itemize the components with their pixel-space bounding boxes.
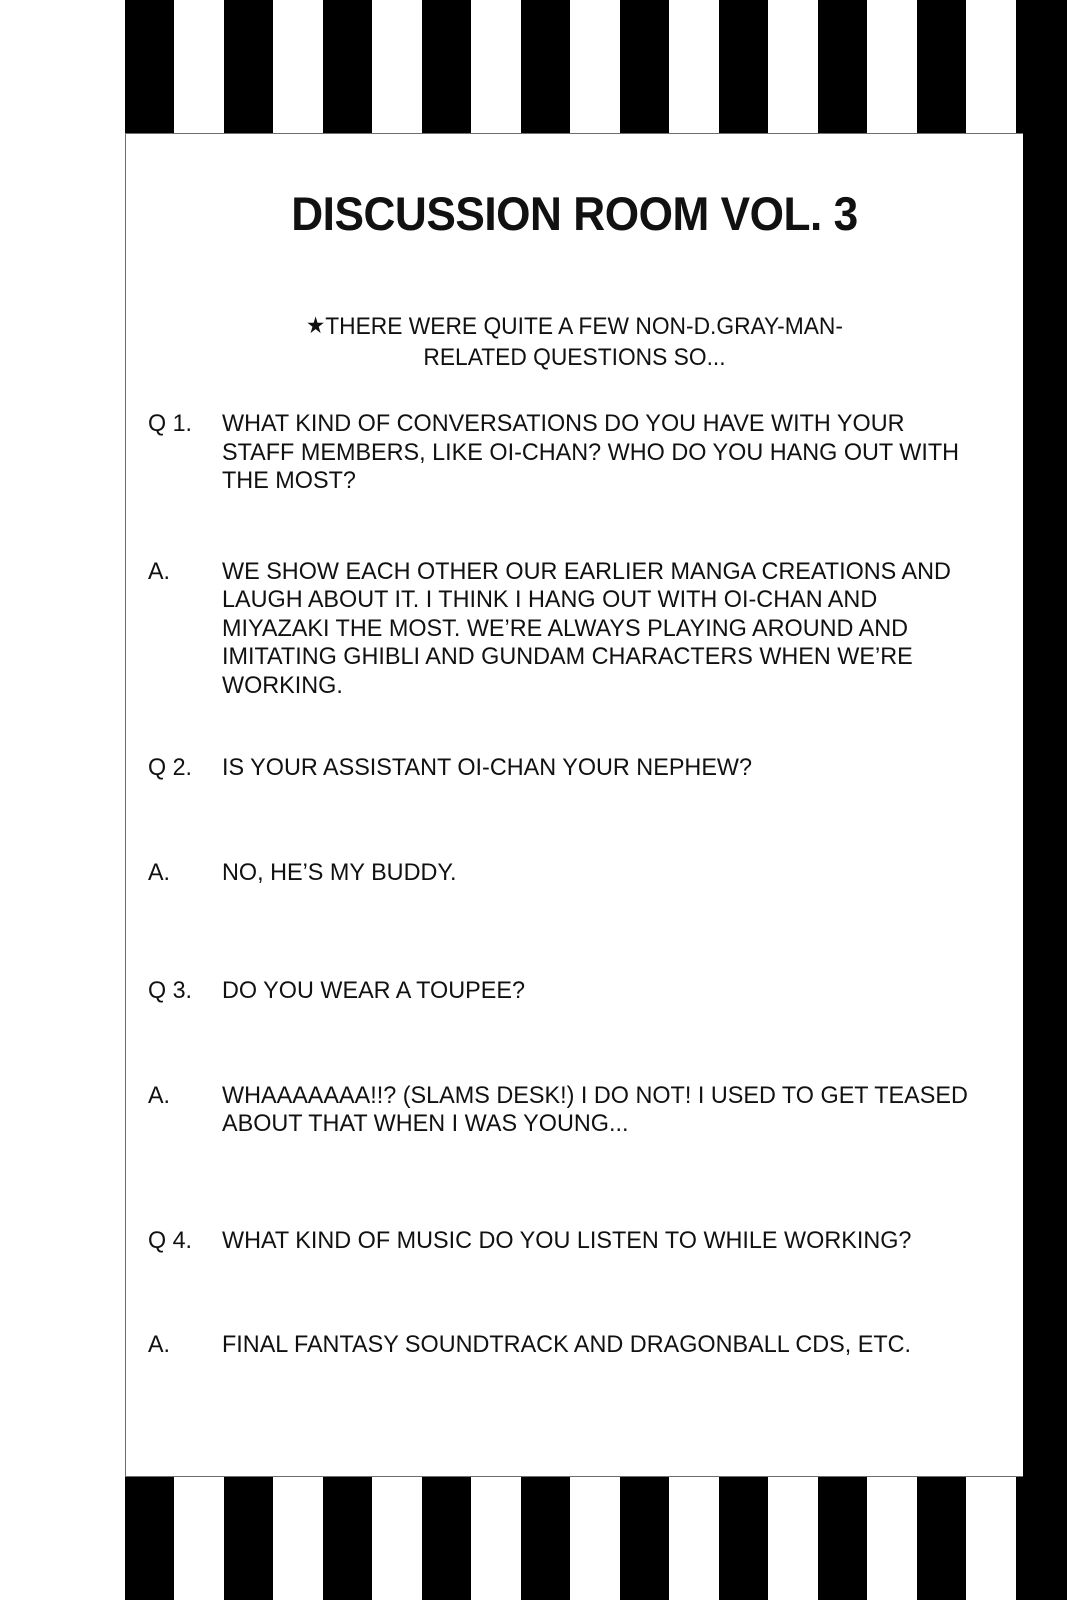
qa-label-a1: A. [148, 557, 170, 585]
page-title: DISCUSSION ROOM VOL. 3 [291, 187, 858, 240]
page-subtitle [157, 310, 991, 373]
qa-label-q2: Q 2. [148, 754, 192, 781]
subtitle-line-2-text: RELATED QUESTIONS SO... [423, 344, 726, 371]
qa-label-q3: Q 3. [148, 977, 192, 1004]
qa-item-a4 [148, 1331, 1004, 1360]
qa-spacer [148, 1139, 1004, 1227]
qa-label-q4: Q 4. [148, 1226, 192, 1254]
qa-text-q2: IS YOUR ASSISTANT OI-CHAN YOUR NEPHEW? [222, 754, 753, 781]
black-edge-bar-right [1023, 0, 1067, 1600]
qa-text-q1: WHAT KIND OF CONVERSATIONS DO YOU HAVE WITH YOUR STAFF MEMBERS, LIKE OI-CHAN? WHO DO YOU HANG OUT WITH THE MOST? [222, 410, 960, 494]
qa-label-q1: Q 1. [148, 410, 192, 437]
qa-item-q4 [148, 1227, 1004, 1256]
qa-text-q4: WHAT KIND OF MUSIC DO YOU LISTEN TO WHILE WORKING? [222, 1226, 912, 1254]
qa-item-q2 [148, 754, 1004, 783]
qa-text-a3: WHAAAAAAA!!? (SLAMS DESK!) I DO NOT! I USED TO GET TEASED ABOUT THAT WHEN I WAS YOUNG... [222, 1081, 968, 1137]
qa-text-a2: NO, HE’S MY BUDDY. [222, 858, 457, 886]
qa-spacer [148, 700, 1004, 754]
qa-text-a4: FINAL FANTASY SOUNDTRACK AND DRAGONBALL CDS, ETC. [222, 1331, 912, 1358]
qa-spacer [148, 1006, 1004, 1082]
star-icon: ★ [306, 312, 326, 338]
subtitle-line-1-text: THERE WERE QUITE A FEW NON-D.GRAY-MAN- [325, 313, 843, 340]
qa-item-q3 [148, 977, 1004, 1006]
striped-border-top [125, 0, 1023, 133]
qa-item-a1 [148, 558, 1004, 701]
striped-border-bottom [125, 1477, 1023, 1600]
qa-list [148, 410, 1004, 1360]
qa-spacer [148, 496, 1004, 558]
qa-label-a3: A. [148, 1081, 170, 1109]
qa-spacer [148, 1255, 1004, 1331]
qa-label-a4: A. [148, 1331, 170, 1358]
subtitle-line-1 [157, 310, 991, 342]
qa-spacer [148, 783, 1004, 859]
qa-item-a3 [148, 1082, 1004, 1139]
qa-label-a2: A. [148, 858, 170, 886]
qa-text-a1: WE SHOW EACH OTHER OUR EARLIER MANGA CREATIONS AND LAUGH ABOUT IT. I THINK I HANG OUT WITH OI-CHAN AND MIYAZAKI THE MOST. WE’RE ALWAYS PLAYING AROUND AND IMITATING GHIBLI AND GUNDAM CHARACTERS WHEN WE’RE WORKING. [222, 557, 951, 699]
content-panel [125, 133, 1023, 1477]
qa-item-q1 [148, 410, 1004, 496]
qa-spacer [148, 887, 1004, 977]
qa-text-q3: DO YOU WEAR A TOUPEE? [222, 977, 525, 1004]
qa-item-a2 [148, 859, 1004, 888]
